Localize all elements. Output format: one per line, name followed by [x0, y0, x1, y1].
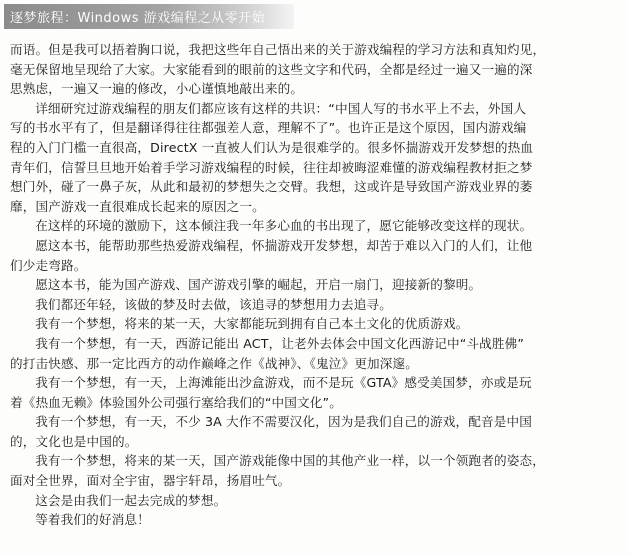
text-line: 靡，国产游戏一直很难成长起来的原因之一。 [10, 198, 265, 214]
paragraph [10, 216, 620, 236]
paragraph [10, 236, 620, 275]
text-line: 在这样的环境的激励下，这本倾注我一年多心血的书出现了，愿它能够改变这样的现状。 [35, 218, 533, 234]
text-line: 我有一个梦想，有一天，上海滩能出沙盒游戏，而不是玩《GTA》感受美国梦，亦或是玩 [35, 375, 532, 391]
paragraph [10, 412, 620, 451]
paragraph [10, 491, 620, 511]
text-line: 我有一个梦想，将来的某一天，国产游戏能像中国的其他产业一样，以一个领跑者的姿态， [35, 453, 545, 469]
text-line: 面对全世界，面对全宇宙，器宇轩昂，扬眉吐气。 [10, 473, 291, 489]
paragraph [10, 295, 620, 315]
paragraph [10, 334, 620, 373]
text-line: 愿这本书，能为国产游戏、国产游戏引擎的崛起，开启一扇门，迎接新的黎明。 [35, 277, 482, 293]
paragraph [10, 40, 620, 99]
paragraph [10, 275, 620, 295]
text-line: 我们都还年轻，该做的梦及时去做，该追寻的梦想用力去追寻。 [35, 296, 393, 312]
paragraph [10, 510, 620, 530]
text-line: 而语。但是我可以捂着胸口说，我把这些年自己悟出来的关于游戏编程的学习方法和真知灼见， [10, 42, 546, 57]
text-line: 等着我们的好消息！ [35, 512, 150, 528]
text-line: 们少走弯路。 [10, 257, 87, 273]
text-line: 青年们，信誓旦旦地开始着手学习游戏编程的时候，往往却被晦涩难懂的游戏编程教材拒之梦 [10, 159, 533, 175]
text-line: 毫无保留地呈现给了大家。大家能看到的眼前的这些文字和代码，全都是经过一遍又一遍的深 [10, 61, 533, 77]
header-title: 逐梦旅程：Windows 游戏编程之从零开始 [10, 11, 266, 26]
body-text [10, 40, 620, 530]
text-line: 写的书水平有了，但是翻译得往往都强差人意，理解不了”。也许正是这个原因，国内游戏编 [10, 120, 527, 136]
text-line: 这会是由我们一起去完成的梦想。 [35, 492, 227, 508]
text-line: 想门外，碰了一鼻子灰，从此和最初的梦想失之交臂。我想，这或许是导致国产游戏业界的萎 [10, 179, 533, 195]
text-line: 着《热血无赖》体验国外公司强行塞给我们的“中国文化”。 [10, 394, 342, 410]
text-line: 思熟虑，一遍又一遍的修改，小心谨慎地敲出来的。 [10, 81, 304, 97]
text-line: 我有一个梦想，有一天，不少 3A 大作不需要汉化，因为是我们自己的游戏，配音是中国 [35, 414, 532, 430]
chapter-header [4, 4, 404, 29]
text-line: 我有一个梦想，将来的某一天，大家都能玩到拥有自己本土文化的优质游戏。 [35, 316, 469, 332]
text-line: 愿这本书，能帮助那些热爱游戏编程，怀揣游戏开发梦想，却苦于难以入门的人们，让他 [35, 237, 533, 253]
paragraph [10, 314, 620, 334]
paragraph [10, 99, 620, 217]
text-line: 我有一个梦想，有一天，西游记能出 ACT，让老外去体会中国文化西游记中“斗战胜佛” [35, 335, 525, 351]
paragraph [10, 373, 620, 412]
text-line: 的，文化也是中国的。 [10, 433, 138, 449]
text-line: 详细研究过游戏编程的朋友们都应该有这样的共识：“中国人写的书水平上不去，外国人 [35, 100, 527, 116]
header-bar [4, 4, 294, 29]
text-line: 程的入门门槛一直很高，DirectX 一直被人们认为是很难学的。很多怀揣游戏开发梦想的热血 [10, 139, 534, 155]
paragraph [10, 451, 620, 490]
text-line: 的打击快感、那一定比西方的动作巅峰之作《战神》、《鬼泣》更加深邃。 [10, 355, 418, 371]
